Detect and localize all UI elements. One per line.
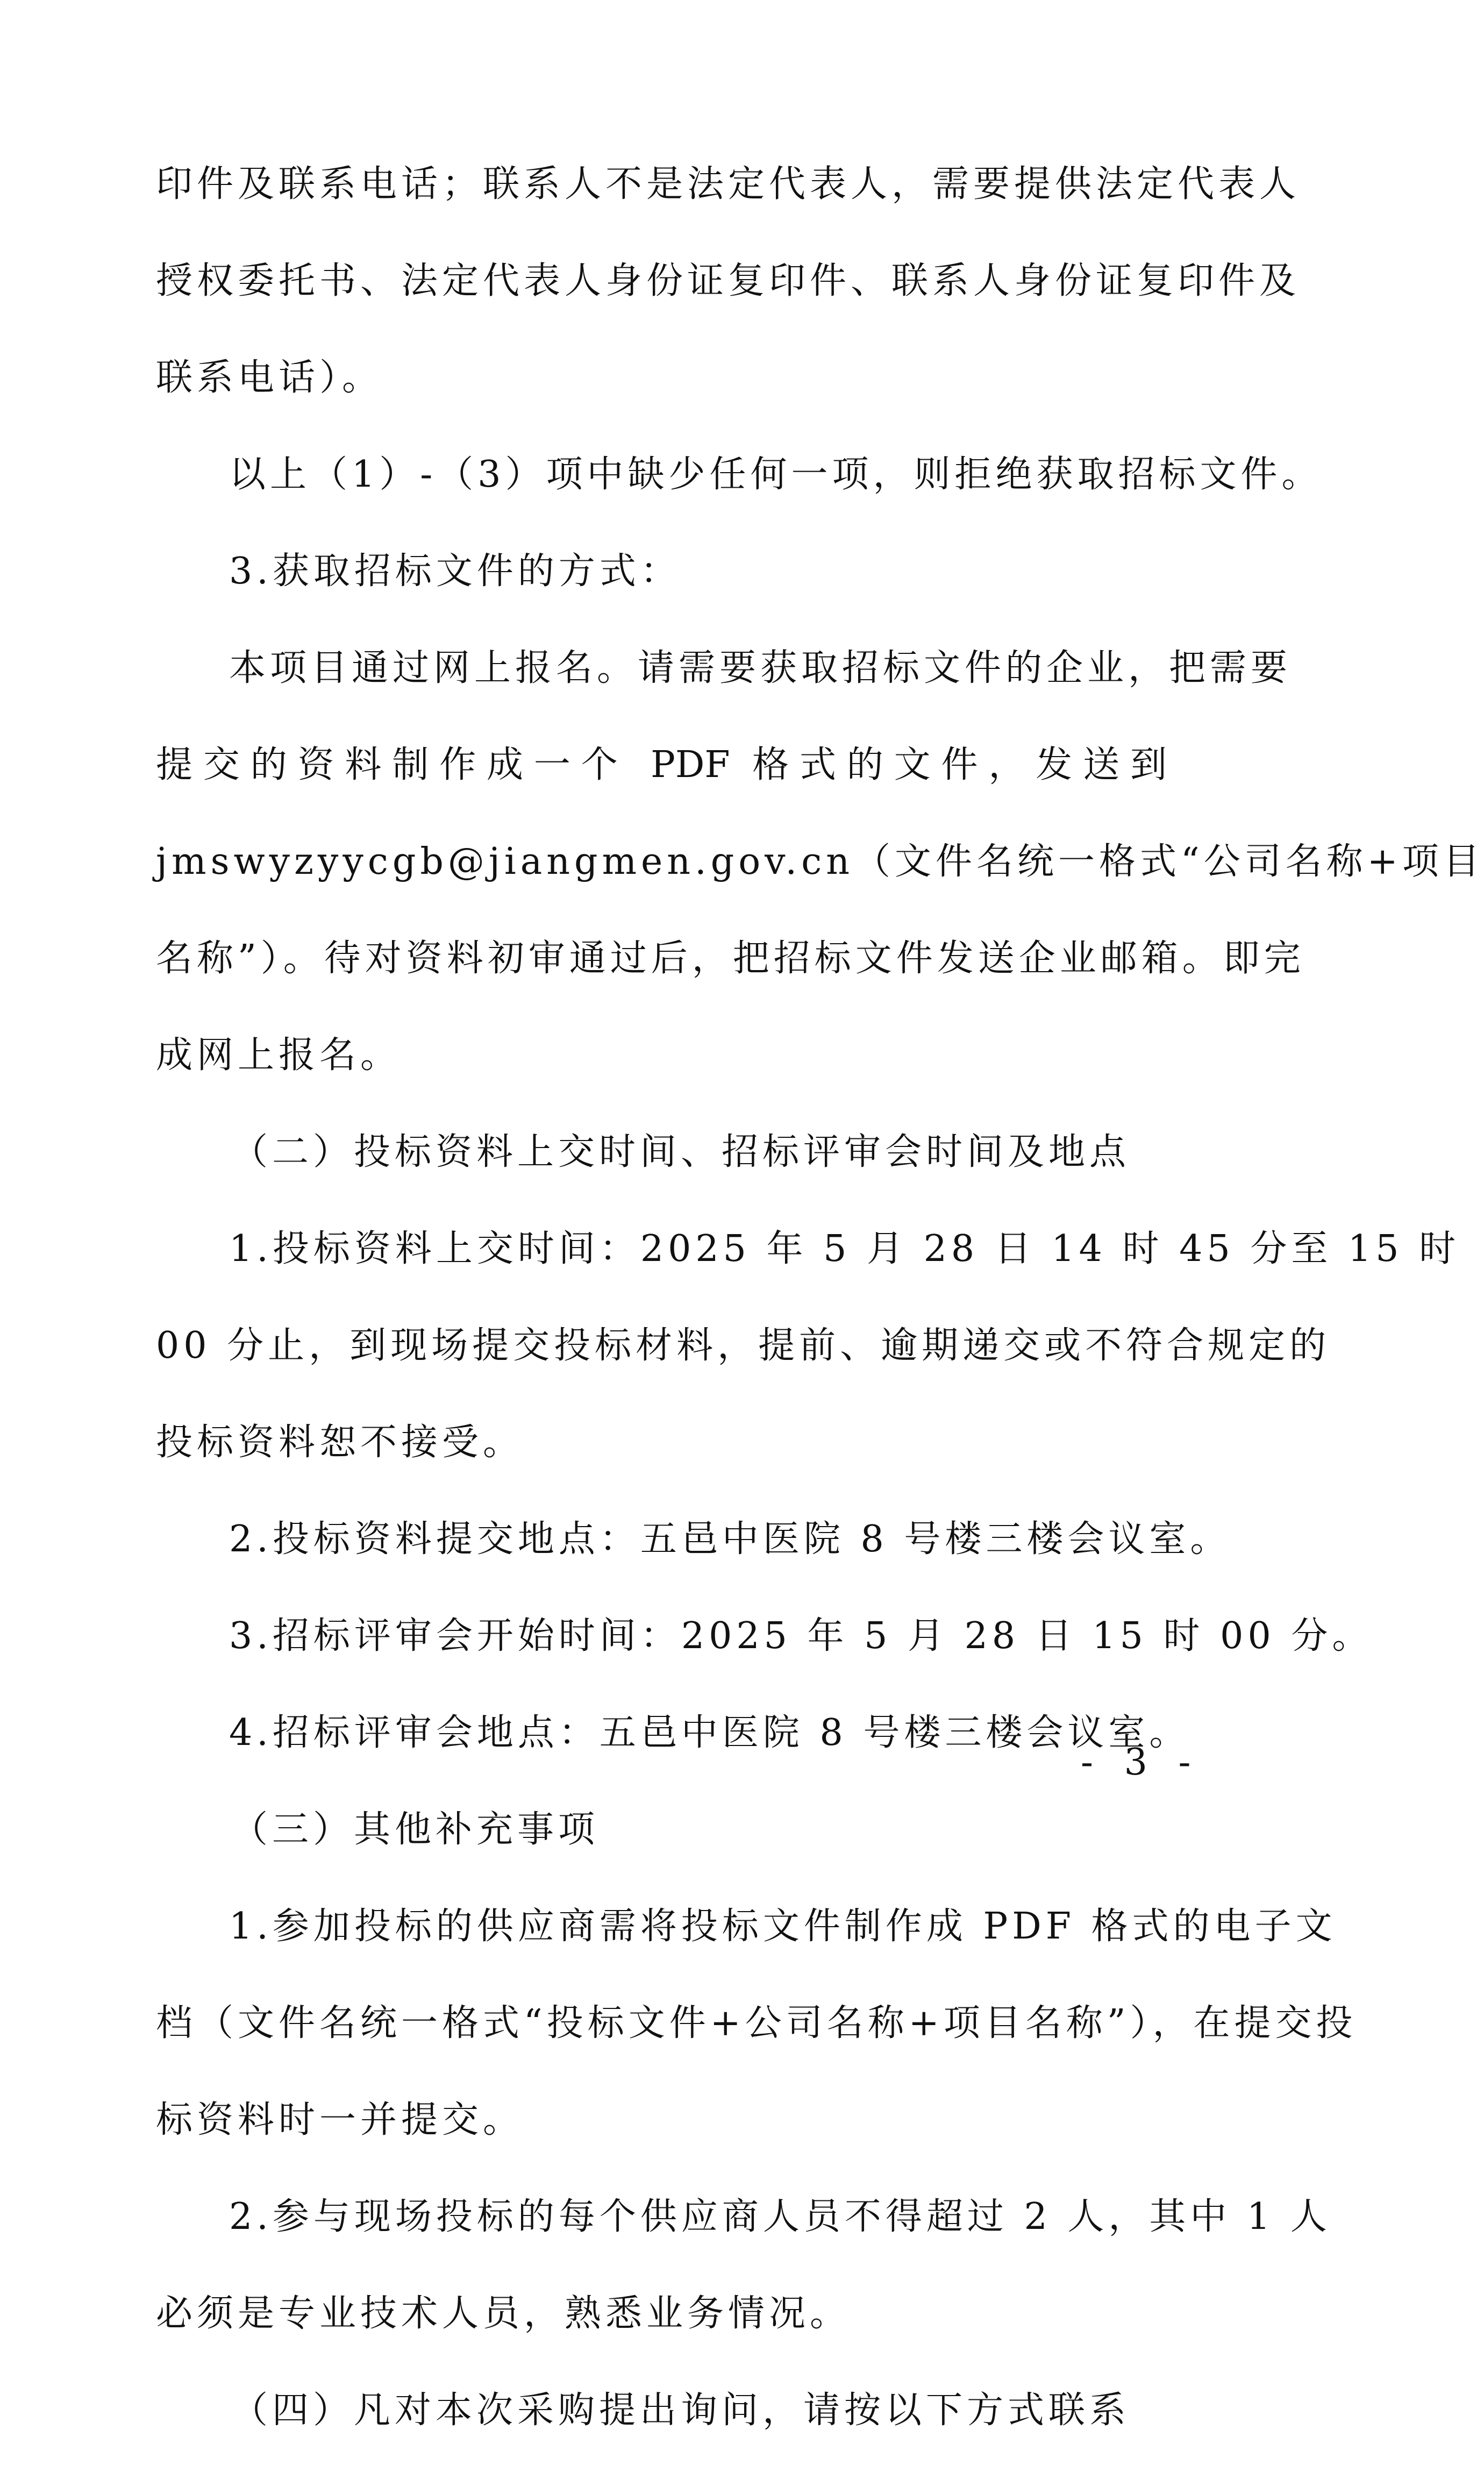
paragraph-line: 必须是专业技术人员，熟悉业务情况。: [156, 2292, 851, 2335]
paragraph-line: 成网上报名。: [156, 1034, 402, 1077]
document-page: [156, 163, 1484, 2487]
paragraph-line: 1.投标资料上交时间：2025 年 5 月 28 日 14 时 45 分至 15 时: [229, 1228, 1460, 1270]
paragraph-line: 名称”）。待对资料初审通过后，把招标文件发送企业邮箱。即完: [156, 937, 1305, 980]
paragraph-line: 以上（1）-（3）项中缺少任何一项，则拒绝获取招标文件。: [229, 453, 1323, 496]
paragraph-line: 2.参与现场投标的每个供应商人员不得超过 2 人，其中 1 人: [229, 2196, 1331, 2238]
email-line: jmswyzyycgb@jiangmen.gov.cn（文件名统一格式“公司名称+项目: [156, 840, 1484, 883]
section-heading: （三）其他补充事项: [231, 1808, 600, 1851]
section-heading: （四）凡对本次采购提出询问，请按以下方式联系: [231, 2389, 1131, 2432]
paragraph-line: 4.招标评审会地点：五邑中医院 8 号楼三楼会议室。: [229, 1712, 1190, 1754]
page-number: - 3 -: [1081, 1741, 1201, 1784]
paragraph-line: 联系电话）。: [156, 357, 383, 399]
paragraph-line: 投标资料恕不接受。: [156, 1421, 524, 1464]
paragraph-line: 2.投标资料提交地点：五邑中医院 8 号楼三楼会议室。: [229, 1518, 1231, 1560]
paragraph-line: 标资料时一并提交。: [156, 2099, 524, 2141]
paragraph-line: 档（文件名统一格式“投标文件+公司名称+项目名称”），在提交投: [156, 2002, 1357, 2044]
paragraph-line: 00 分止，到现场提交投标材料，提前、逾期递交或不符合规定的: [156, 1324, 1331, 1367]
paragraph-line: 提交的资料制作成一个 PDF 格式的文件，发送到: [156, 744, 1167, 786]
paragraph-line: 3.招标评审会开始时间：2025 年 5 月 28 日 15 时 00 分。: [229, 1615, 1373, 1657]
section-heading: 3.获取招标文件的方式：: [229, 550, 681, 593]
paragraph-line: 本项目通过网上报名。请需要获取招标文件的企业，把需要: [229, 647, 1292, 689]
paragraph-line: 1.参加投标的供应商需将投标文件制作成 PDF 格式的电子文: [229, 1905, 1337, 1948]
paragraph-line: 印件及联系电话；联系人不是法定代表人，需要提供法定代表人: [156, 163, 1301, 205]
paragraph-line: 授权委托书、法定代表人身份证复印件、联系人身份证复印件及: [156, 260, 1301, 302]
section-heading: （二）投标资料上交时间、招标评审会时间及地点: [231, 1131, 1131, 1173]
